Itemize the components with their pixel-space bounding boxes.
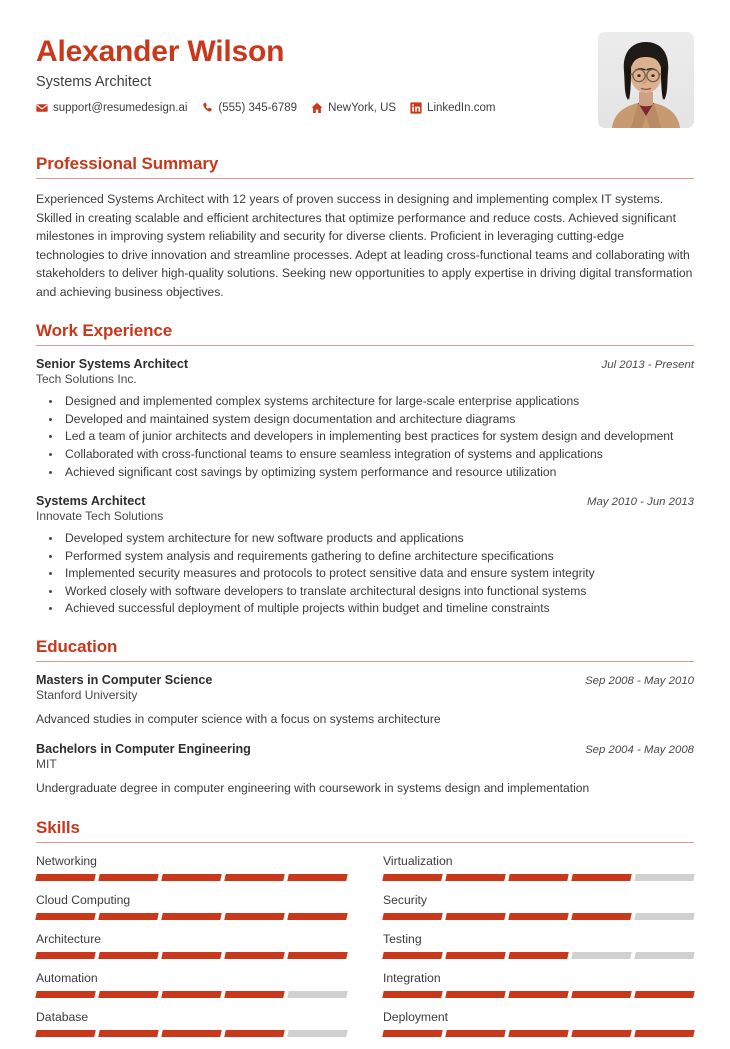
skill-level-bar — [383, 991, 694, 998]
skill-level-segment — [287, 913, 347, 920]
section-title-summary: Professional Summary — [36, 154, 219, 173]
skill-level-segment — [445, 913, 505, 920]
home-icon — [311, 102, 323, 114]
education-description: Undergraduate degree in computer engineering with coursework in systems design and implementation — [36, 781, 590, 796]
skill-level-segment — [287, 1030, 347, 1037]
skill-item — [383, 854, 694, 893]
section-divider — [36, 178, 694, 179]
section-divider — [36, 345, 694, 346]
candidate-job-title: Systems Architect — [36, 73, 152, 90]
skill-name: Testing — [383, 931, 422, 946]
skill-level-segment — [35, 1030, 95, 1037]
skill-level-bar — [36, 874, 347, 881]
list-item: • Collaborated with cross-functional teams to ensure seamless integration of systems and applications — [62, 446, 694, 463]
skill-level-segment — [634, 952, 694, 959]
experience-company: Tech Solutions Inc. — [36, 372, 137, 387]
skill-level-segment — [571, 1030, 631, 1037]
skill-level-segment — [161, 991, 221, 998]
resume-header — [36, 30, 694, 134]
skill-level-segment — [634, 874, 694, 881]
skill-item — [383, 1010, 694, 1049]
skill-level-segment — [35, 952, 95, 959]
skill-level-segment — [224, 913, 284, 920]
skill-level-segment — [98, 991, 158, 998]
skill-level-bar — [36, 913, 347, 920]
education-entry — [36, 673, 694, 729]
section-professional-summary — [36, 154, 694, 301]
envelope-icon — [36, 102, 48, 114]
list-item: • Achieved significant cost savings by optimizing system performance and resource utilization — [62, 464, 694, 481]
skill-item — [36, 893, 347, 932]
skill-level-segment — [445, 1030, 505, 1037]
skill-level-segment — [98, 952, 158, 959]
skill-level-segment — [382, 1030, 442, 1037]
profile-photo — [598, 32, 694, 128]
contact-email[interactable] — [36, 102, 187, 114]
education-school: Stanford University — [36, 687, 138, 702]
skill-name: Integration — [383, 970, 441, 985]
section-title-skills: Skills — [36, 817, 80, 837]
skill-level-bar — [383, 952, 694, 959]
experience-entry-header — [36, 357, 694, 371]
experience-entry — [36, 357, 694, 480]
education-entry-header — [36, 742, 694, 756]
experience-entry — [36, 494, 694, 617]
list-item: • Led a team of junior architects and developers in implementing best practices for system design and development — [62, 428, 694, 445]
phone-icon — [201, 102, 213, 114]
experience-role: Systems Architect — [36, 494, 146, 509]
skill-level-segment — [224, 991, 284, 998]
profile-photo-image — [598, 32, 694, 128]
experience-dates: Jul 2013 - Present — [601, 359, 694, 372]
education-degree: Bachelors in Computer Engineering — [36, 742, 251, 757]
skill-level-segment — [35, 991, 95, 998]
education-entry-header — [36, 673, 694, 687]
skill-item — [36, 854, 347, 893]
skill-level-segment — [382, 874, 442, 881]
list-item: • Developed and maintained system design documentation and architecture diagrams — [62, 411, 694, 428]
contact-linkedin-text: LinkedIn.com — [427, 101, 496, 114]
section-divider — [36, 842, 694, 843]
experience-dates: May 2010 - Jun 2013 — [586, 496, 694, 509]
skill-level-segment — [98, 913, 158, 920]
skill-level-segment — [508, 874, 568, 881]
skill-level-bar — [36, 991, 347, 998]
skill-level-segment — [287, 952, 347, 959]
skill-item — [36, 971, 347, 1010]
skill-level-segment — [35, 913, 95, 920]
skill-level-segment — [445, 952, 505, 959]
skill-level-segment — [634, 913, 694, 920]
education-school: MIT — [36, 757, 57, 772]
list-item: • Designed and implemented complex systems architecture for large-scale enterprise applications — [62, 393, 694, 410]
header-identity — [36, 30, 495, 114]
skill-level-bar — [383, 1030, 694, 1037]
list-item: • Developed system architecture for new software products and applications — [62, 530, 694, 547]
skill-level-segment — [161, 952, 221, 959]
list-item: • Implemented security measures and protocols to protect sensitive data and ensure system integrity — [62, 565, 694, 582]
skill-level-segment — [98, 874, 158, 881]
skill-item — [383, 971, 694, 1010]
skill-name: Automation — [36, 970, 98, 985]
education-degree: Masters in Computer Science — [36, 672, 213, 687]
skill-name: Architecture — [36, 931, 102, 946]
section-work-experience — [36, 321, 694, 617]
skill-name: Virtualization — [383, 853, 453, 868]
skill-level-segment — [508, 913, 568, 920]
skill-name: Security — [383, 892, 428, 907]
experience-role: Senior Systems Architect — [36, 357, 189, 372]
contact-location-text: NewYork, US — [328, 101, 397, 114]
skill-level-segment — [571, 952, 631, 959]
experience-bullets — [36, 393, 694, 480]
skill-level-segment — [508, 1030, 568, 1037]
skill-name: Database — [36, 1009, 89, 1024]
skill-item — [383, 893, 694, 932]
education-dates: Sep 2004 - May 2008 — [585, 744, 694, 757]
skill-level-segment — [382, 952, 442, 959]
experience-company: Innovate Tech Solutions — [36, 509, 164, 524]
skill-level-segment — [571, 913, 631, 920]
contact-location[interactable] — [311, 102, 396, 114]
section-title-experience: Work Experience — [36, 321, 173, 341]
skill-level-segment — [382, 991, 442, 998]
skill-level-segment — [508, 952, 568, 959]
list-item: • Performed system analysis and requirements gathering to define architecture specifications — [62, 548, 694, 565]
experience-bullets — [36, 530, 694, 617]
skill-name: Networking — [36, 853, 97, 868]
summary-text: Experienced Systems Architect with 12 years of proven success in designing and implementing complex IT systems. Skilled in creating scalable and efficient architectures that optimize performance and reduce costs. Achieved significant milestones in improving system reliability and security for diverse clients. Proficient in leveraging cutting-edge technologies to drive innovation and streamline processes. Adept at leading cross-functional teams and collaborating with stakeholders to deliver high-quality solutions. Seeking new opportunities to apply expertise in driving digital transformation and achieving business objectives. — [36, 192, 693, 299]
skill-level-segment — [382, 913, 442, 920]
list-item: • Achieved successful deployment of multiple projects within budget and timeline constraints — [62, 600, 694, 617]
skill-level-bar — [36, 952, 347, 959]
skill-level-segment — [571, 991, 631, 998]
skill-level-segment — [287, 874, 347, 881]
skill-level-segment — [287, 991, 347, 998]
skill-name: Cloud Computing — [36, 892, 131, 907]
section-divider — [36, 661, 694, 662]
skill-level-segment — [224, 952, 284, 959]
contact-row — [36, 102, 495, 114]
education-description: Advanced studies in computer science with a focus on systems architecture — [36, 711, 441, 726]
skill-level-segment — [634, 991, 694, 998]
skill-item — [36, 932, 347, 971]
section-title-education: Education — [36, 636, 118, 656]
skill-item — [383, 932, 694, 971]
section-skills — [36, 818, 694, 1049]
skill-level-segment — [445, 874, 505, 881]
experience-entry-header — [36, 494, 694, 508]
skill-level-segment — [161, 874, 221, 881]
skill-level-segment — [161, 913, 221, 920]
skill-level-bar — [36, 1030, 347, 1037]
contact-phone[interactable] — [201, 102, 297, 114]
skill-level-segment — [98, 1030, 158, 1037]
skill-level-bar — [383, 874, 694, 881]
skill-level-segment — [571, 874, 631, 881]
linkedin-icon — [410, 102, 422, 114]
skill-level-segment — [445, 991, 505, 998]
candidate-name: Alexander Wilson — [36, 35, 285, 68]
list-item: • Worked closely with software developers to translate architectural designs into functional systems — [62, 583, 694, 600]
skill-level-segment — [35, 874, 95, 881]
skill-level-segment — [161, 1030, 221, 1037]
skill-level-bar — [383, 913, 694, 920]
skill-name: Deployment — [383, 1009, 449, 1024]
contact-email-text: support@resumedesign.ai — [53, 101, 188, 114]
education-entry — [36, 742, 694, 798]
skills-grid — [36, 854, 694, 1049]
skill-level-segment — [224, 874, 284, 881]
section-education — [36, 637, 694, 798]
skill-level-segment — [634, 1030, 694, 1037]
contact-linkedin[interactable] — [410, 102, 495, 114]
contact-phone-text: (555) 345-6789 — [218, 101, 298, 114]
skill-level-segment — [224, 1030, 284, 1037]
skill-level-segment — [508, 991, 568, 998]
education-dates: Sep 2008 - May 2010 — [585, 674, 694, 687]
skill-item — [36, 1010, 347, 1049]
